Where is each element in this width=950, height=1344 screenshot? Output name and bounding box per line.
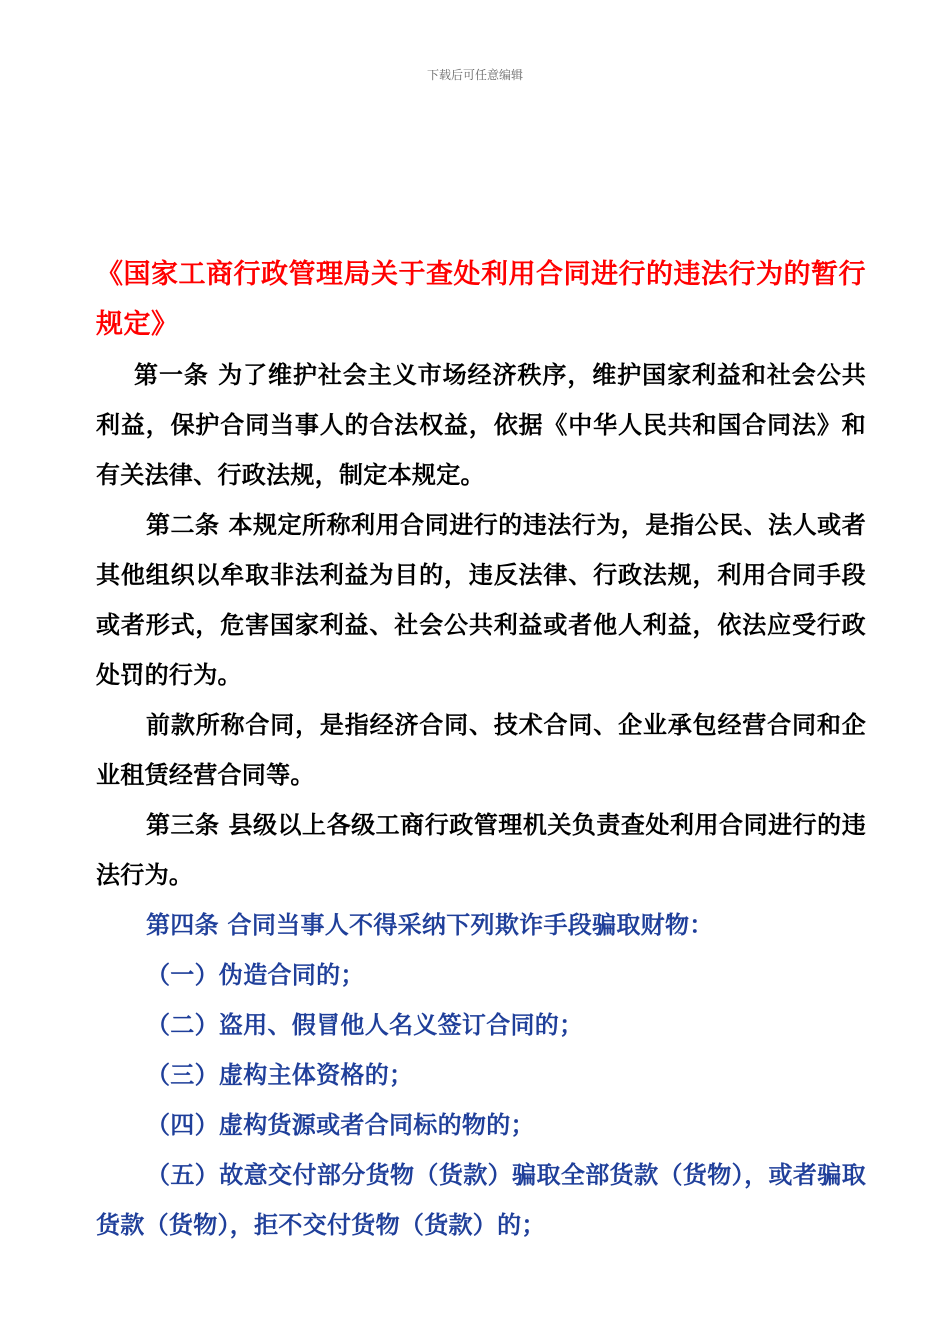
article-4-item-2: （二）盗用、假冒他人名义签订合同的； [146,1011,584,1039]
article-1: 第一条 为了维护社会主义市场经济秩序，维护国家利益和社会公共利益，保护合同当事人的合法权益，依据《中华人民共和国合同法》和有关法律、行政法规，制定本规定。 [96,361,866,489]
article-4-item-5: （五）故意交付部分货物（货款）骗取全部货款（货物），或者骗取货款（货物），拒不交付货物（货款）的； [96,1161,866,1239]
article-4-item-4: （四）虚构货源或者合同标的物的； [146,1111,535,1139]
document-content [96,250,866,1250]
article-4-item-1: （一）伪造合同的； [146,961,365,989]
article-4-item-3: （三）虚构主体资格的； [146,1061,414,1089]
article-4: 第四条 合同当事人不得采纳下列欺诈手段骗取财物： [146,911,714,939]
header-note: 下载后可任意编辑 [426,68,523,82]
article-2-note: 前款所称合同，是指经济合同、技术合同、企业承包经营合同和企业租赁经营合同等。 [96,711,866,789]
document-title: 《国家工商行政管理局关于查处利用合同进行的违法行为的暂行规定》 [96,259,866,340]
article-3: 第三条 县级以上各级工商行政管理机关负责查处利用合同进行的违法行为。 [96,811,866,889]
article-2: 第二条 本规定所称利用合同进行的违法行为，是指公民、法人或者其他组织以牟取非法利益为目的，违反法律、行政法规，利用合同手段或者形式，危害国家利益、社会公共利益或者他人利益，依法应受行政处罚的行为。 [96,511,866,689]
